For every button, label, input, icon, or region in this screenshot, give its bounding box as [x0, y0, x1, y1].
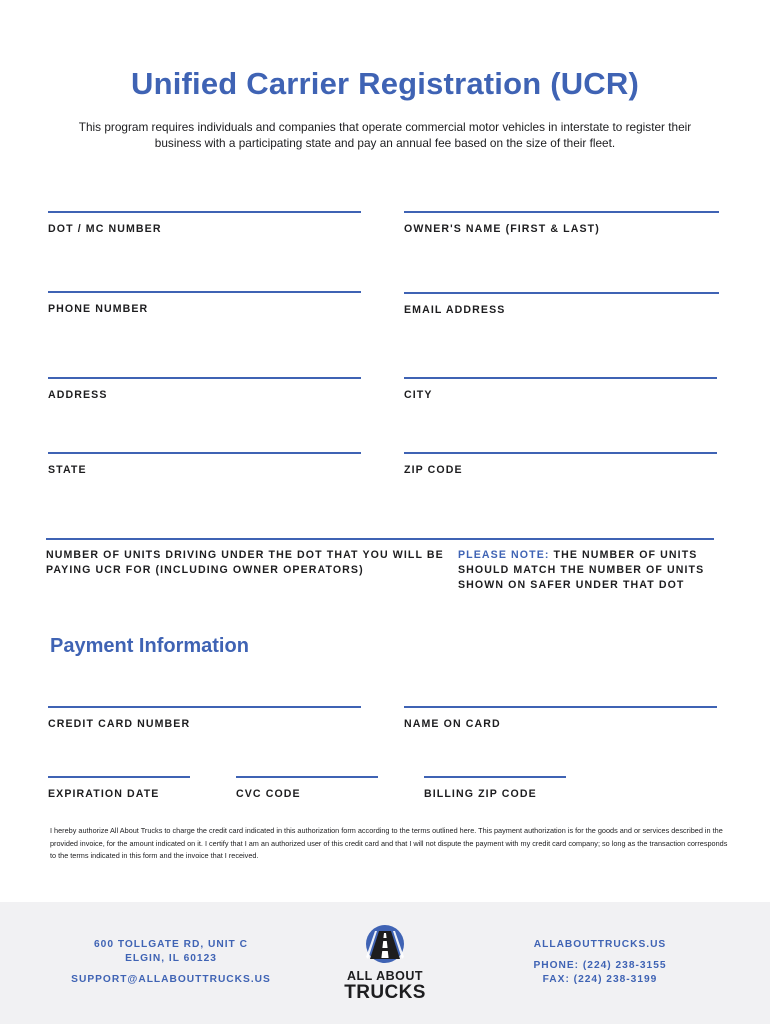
input-line — [48, 706, 361, 708]
input-line — [424, 776, 566, 778]
input-line — [48, 452, 361, 454]
email-address-field[interactable] — [404, 292, 719, 316]
input-line — [404, 377, 717, 379]
name-on-card-label: NAME ON CARD — [404, 718, 501, 730]
payment-section-title: Payment Information — [50, 635, 249, 657]
input-line — [404, 452, 717, 454]
footer-contact-left — [60, 938, 282, 987]
units-note — [458, 548, 728, 593]
state-field[interactable] — [48, 452, 361, 476]
address-line-1: 600 TOLLGATE RD, UNIT C — [94, 939, 248, 950]
input-line — [48, 377, 361, 379]
phone-number-text: PHONE: (224) 238-3155 — [533, 960, 667, 971]
billing-zip-code-label: BILLING ZIP CODE — [424, 788, 537, 800]
credit-card-number-field[interactable] — [48, 706, 361, 730]
form-title: Unified Carrier Registration (UCR) — [130, 66, 640, 101]
fax-number-text: FAX: (224) 238-3199 — [542, 974, 658, 985]
address-label: ADDRESS — [48, 389, 108, 401]
state-label: STATE — [48, 464, 87, 476]
city-field[interactable] — [404, 377, 717, 401]
units-note-lead: PLEASE NOTE: — [458, 549, 550, 561]
zip-code-label: ZIP CODE — [404, 464, 463, 476]
credit-card-number-label: CREDIT CARD NUMBER — [48, 718, 191, 730]
input-line — [404, 292, 719, 294]
logo-text-line-2: TRUCKS — [344, 982, 426, 1003]
input-line — [404, 211, 719, 213]
input-line — [48, 776, 190, 778]
authorization-statement: I hereby authorize All About Trucks to charge the credit card indicated in this authorization form according to the terms outlined here. This payment authorization is for the goods and or services described in the provided invoice, for the amount indicated on it. I certify that I am an authorized user of this credit card and that I will not dispute the payment with my credit card company; so long as the transaction corresponds to the terms indicated in this form and the invoice that I received. — [50, 826, 728, 860]
expiration-date-field[interactable] — [48, 776, 190, 800]
intro-paragraph: This program requires individuals and companies that operate commercial motor vehicles in interstate to register their business with a participating state and pay an annual fee based on the size of their fleet. — [78, 120, 692, 150]
zip-code-field[interactable] — [404, 452, 717, 476]
input-line — [48, 291, 361, 293]
all-about-trucks-logo — [320, 924, 450, 1014]
city-label: CITY — [404, 389, 433, 401]
input-line — [48, 211, 361, 213]
units-input-line[interactable] — [46, 538, 714, 540]
address-field[interactable] — [48, 377, 361, 401]
cvc-code-field[interactable] — [236, 776, 378, 800]
website-link[interactable]: ALLABOUTTRUCKS.US — [533, 939, 667, 950]
phone-number-field[interactable] — [48, 291, 361, 315]
owner-name-field[interactable] — [404, 211, 719, 235]
units-label: NUMBER OF UNITS DRIVING UNDER THE DOT THAT YOU WILL BE PAYING UCR FOR (INCLUDING OWNER OPERATORS) — [46, 549, 444, 576]
name-on-card-field[interactable] — [404, 706, 717, 730]
cvc-code-label: CVC CODE — [236, 788, 301, 800]
road-emblem-icon — [365, 924, 405, 964]
billing-zip-code-field[interactable] — [424, 776, 566, 800]
phone-number-label: PHONE NUMBER — [48, 303, 149, 315]
footer-contact-right — [500, 938, 700, 987]
dot-mc-number-label: DOT / MC NUMBER — [48, 223, 162, 235]
email-address-label: EMAIL ADDRESS — [404, 304, 506, 316]
support-email-link[interactable]: SUPPORT@ALLABOUTTRUCKS.US — [71, 974, 271, 985]
input-line — [404, 706, 717, 708]
footer — [0, 902, 770, 1024]
input-line — [236, 776, 378, 778]
owner-name-label: OWNER'S NAME (FIRST & LAST) — [404, 223, 600, 235]
logo-text-line-1: ALL ABOUT — [346, 969, 424, 983]
expiration-date-label: EXPIRATION DATE — [48, 788, 160, 800]
address-line-2: ELGIN, IL 60123 — [125, 953, 217, 964]
units-note-text: THE NUMBER OF UNITS SHOULD MATCH THE NUMBER OF UNITS SHOWN ON SAFER UNDER THAT DOT — [458, 549, 705, 591]
dot-mc-number-field[interactable] — [48, 211, 361, 235]
